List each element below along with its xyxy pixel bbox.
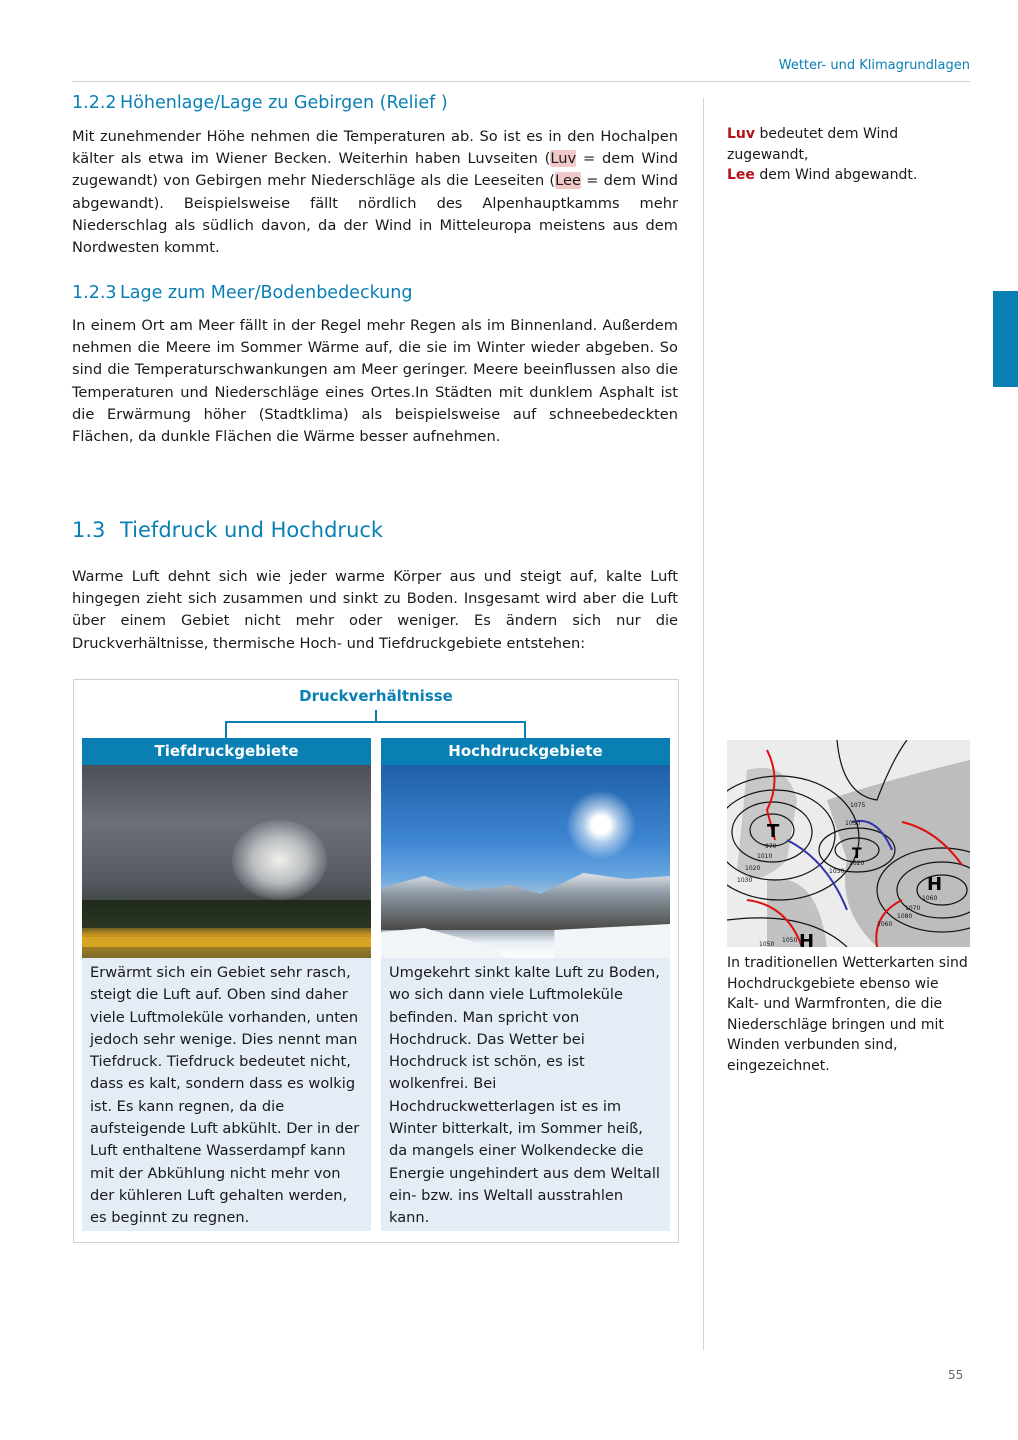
stormy-sky-photo [82,765,371,958]
section-title: Höhenlage/Lage zu Gebirgen (Relief ) [120,93,448,113]
para-text: = dem Wind abgewandt). Beispielsweise fällt nördlich des Alpenhauptkamms mehr Niederschlag als südlich davon, da der Wind in Mitteleuropa meistens aus dem Nordwesten kommt. [72,172,678,257]
high-pressure-symbol: H [799,931,815,947]
section-1-2-2-paragraph [72,126,678,259]
isobar-label: 1030 [737,877,753,884]
isobar-label: 1060 [877,921,893,928]
high-pressure-symbol: H [927,874,943,895]
section-title: Lage zum Meer/Bodenbedeckung [120,283,413,303]
pressure-diagram [73,679,679,1243]
isobar-label: 1030 [829,868,845,875]
para-text: = dem Wind zugewandt) von Gebirgen mehr Niederschläge als die Leeseiten ( [72,150,679,190]
section-1-2-3-paragraph: In einem Ort am Meer fällt in der Regel mehr Regen als im Binnenland. Außerdem nehmen die Meere im Sommer Wärme auf, die sie im Winter wieder abgeben. So sind die Temperaturschwankungen am Meer geringer. Meere beeinflussen also die Temperaturen und Niederschläge eines Ortes.In Städten mit dunklem Asphalt ist die Erwärmung höher (Stadtklima) als beispielsweise auf schneebedeckten Flächen, da dunkle Flächen die Wärme besser aufnehmen. [72,317,678,446]
section-1-3-paragraph: Warme Luft dehnt sich wie jeder warme Körper aus und steigt auf, kalte Luft hingegen zieht sich zusammen und sinkt zu Boden. Insgesamt wird aber die Luft über einem Gebiet nicht mehr oder weniger. Es ändern sich nur die Druckverhältnisse, thermische Hoch- und Tiefdruckgebiete entstehen: [72,568,678,652]
lee-definition: dem Wind abgewandt. [754,167,918,183]
low-pressure-symbol: T [767,821,780,842]
luv-definition: bedeutet dem Wind zugewandt, [727,126,899,163]
isobar-label: 1050 [782,937,798,944]
weather-map-graphic [727,740,970,947]
isobar-label: 1010 [757,853,773,860]
isobar-label: 1070 [905,905,921,912]
section-number: 1.3 [72,518,106,542]
section-heading-1-2-2 [72,93,448,113]
chapter-running-title: Wetter- und Klimagrundlagen [778,58,970,73]
weather-map [727,740,970,947]
sunny-mountains-photo [381,765,670,958]
chapter-thumb-tab [993,291,1018,387]
isobar-label: 1020 [849,860,865,867]
para-text: Mit zunehmender Höhe nehmen die Temperaturen ab. So ist es in den Hochalpen kälter als etwa im Wiener Becken. Weiterhin haben Luvseiten ( [72,128,678,168]
term-lee: Lee [727,167,755,183]
connector-bar [225,721,526,723]
header-rule [72,81,970,82]
margin-column-divider [703,98,704,1350]
low-pressure-text: Erwärmt sich ein Gebiet sehr rasch, steigt die Luft auf. Oben sind daher viele Luftmoleküle vorhanden, unten jedoch sehr wenige. Dies nennt man Tiefdruck. Tiefdruck bedeutet nicht, dass es kalt, sondern dass es wolkig ist. Es kann regnen, da die aufsteigende Luft abkühlt. Der in der Luft enthaltene Wasserdampf kann mit der Abkühlung nicht mehr von der kühleren Luft gehalten werden, es beginnt zu regnen. [82,958,371,1231]
section-heading-1-3 [72,518,383,542]
isobar-label: 1075 [850,802,866,809]
section-heading-1-2-3 [72,283,412,303]
rapeseed-field [82,937,371,947]
mountain-range [381,870,670,930]
page-number: 55 [948,1368,964,1382]
tree-line [82,900,371,928]
high-pressure-text: Umgekehrt sinkt kalte Luft zu Boden, wo sich dann viele Luftmoleküle befinden. Man spricht von Hochdruck. Das Wetter bei Hochdruck ist schön, es ist wolkenfrei. Bei Hochdruckwetterlagen ist es im Winter bitterkalt, im Sommer heiß, da mangels einer Wolkendecke die Energie ungehindert aus dem Weltall ein- bzw. ins Weltall ausstrahlen kann. [381,958,670,1231]
isobar-label: 1060 [922,895,938,902]
term-luv: Luv [727,126,756,142]
isobar-label: 1080 [897,913,913,920]
high-pressure-heading: Hochdruckgebiete [381,738,670,765]
section-number: 1.2.2 [72,93,117,113]
cloud-light-break [232,820,327,900]
section-title: Tiefdruck und Hochdruck [120,518,384,542]
connector-right [524,721,526,738]
isobar-label: 1050 [845,820,861,827]
isobar-label: 970 [765,843,777,850]
low-pressure-symbol: T [852,846,862,862]
isobar-label: 1020 [745,865,761,872]
sun-icon [566,790,636,860]
low-pressure-column [82,738,371,1231]
term-lee-highlight: Lee [555,172,581,190]
diagram-title: Druckverhältnisse [299,687,453,705]
connector-left [225,721,227,738]
isobar-label: 1050 [759,941,775,947]
margin-note-luv-lee [727,124,967,186]
high-pressure-column [381,738,670,1231]
weather-map-caption: In traditionellen Wetterkarten sind Hochdruckgebiete ebenso wie Kalt- und Warmfronten, die die Niederschläge bringen und mit Winden verbunden sind, eingezeichnet. [727,955,968,1074]
low-pressure-heading: Tiefdruckgebiete [82,738,371,765]
term-luv-highlight: Luv [550,150,577,168]
section-number: 1.2.3 [72,283,117,303]
